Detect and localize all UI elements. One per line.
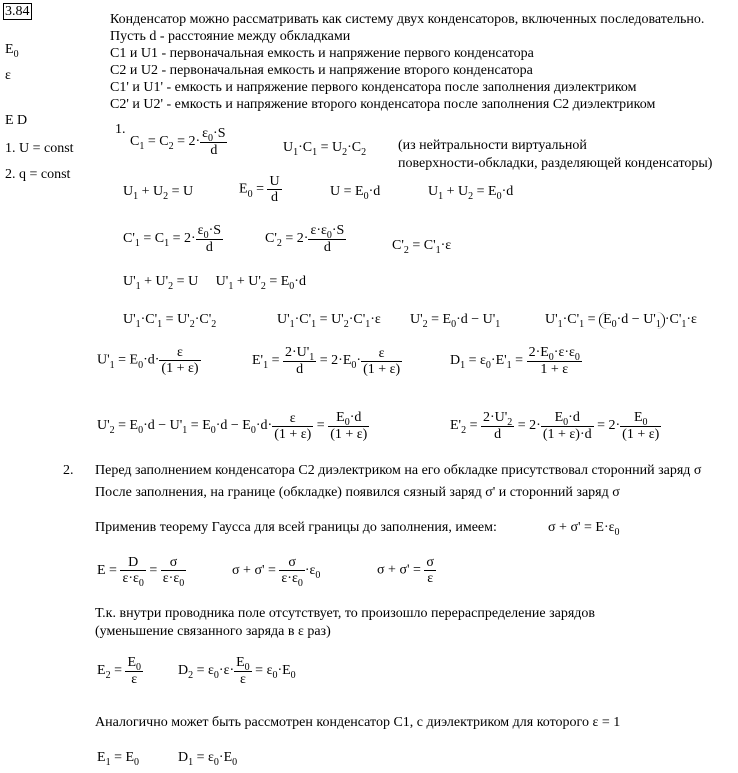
formula-u2prime: $U'_2 = E_0\cdot d - U'_1$: [410, 312, 501, 330]
intro-line-5: C1' и U1' - емкость и напряжение первого конденсатора после заполнения диэлектриком: [110, 80, 637, 95]
part2-line-1: Перед заполнением конденсатора C2 диэлектриком на его обкладке присутствовал сторонний заряд σ: [95, 463, 702, 478]
left-e0-label: $E_0$: [5, 42, 19, 60]
formula-u2prime-result: $U'_2 = E_0\cdot d - U'_1 = E_0\cdot d - E_0\cdot d\cdot$ $\frac{\varepsilon}{(1 + \varepsilon)}$ = $\frac{E_0\cdot d}{(1 + \varepsilon)}$: [97, 410, 368, 442]
problem-number: 3.84: [5, 4, 30, 19]
formula-u1prime-c1prime: $U'_1\cdot C'_1 = E_0\cdot d - U'_1 \cdot C'_1\cdot\varepsilon$: [545, 312, 697, 330]
formula-sigma-sum-1: σ + σ' = $\frac{\sigma}{\varepsilon\cdot\varepsilon_0}$ $\cdot\varepsilon_0$: [232, 555, 321, 589]
formula-u1prime-result: $U'_1 = E_0\cdot d\cdot$ $\frac{\varepsilon}{(1 + \varepsilon)}$: [97, 345, 199, 376]
conductor-text-2: (уменьшение связанного заряда в ε раз): [95, 624, 331, 639]
formula-gauss: $\sigma + \sigma' = E\cdot\varepsilon_0$: [548, 520, 620, 538]
formula-e0-def: $E_0$ = $\frac{U}{d}$: [239, 174, 280, 205]
formula-c1-c2: $C_1 = C_2 = 2\cdot$ $\frac{\varepsilon_0\cdot S}{d}$: [130, 126, 226, 158]
left-ed-label: E D: [5, 113, 28, 128]
formula-uprime-c-eps: $U'_1\cdot C'_1 = U'_2\cdot C'_1\cdot\varepsilon$: [277, 312, 381, 330]
formula-u-sum: $U_1 + U_2 = U$: [123, 184, 194, 202]
formula-c2prime-ratio: $C'_2 = C'_1\cdot\varepsilon$: [392, 238, 452, 256]
formula-d1-final: $D_1 = \varepsilon_0\cdot E_0$: [178, 750, 238, 768]
case-q-const: 2. q = const: [5, 167, 71, 182]
formula-e1: $E_1 = E_0$: [97, 750, 140, 768]
neutrality-note-1: (из нейтральности виртуальной: [398, 138, 587, 153]
part2-line-2: После заполнения, на границе (обкладке) появился сязный заряд σ' и сторонний заряд σ: [95, 485, 620, 500]
analog-text: Аналогично может быть рассмотрен конденсатор C1, с диэлектриком для которого ε = 1: [95, 715, 621, 730]
intro-line-4: C2 и U2 - первоначальная емкость и напряжение второго конденсатора: [110, 63, 533, 78]
intro-line-6: C2' и U2' - емкость и напряжение второго конденсатора после заполнения C2 диэлектриком: [110, 97, 656, 112]
intro-line-1: Конденсатор можно рассматривать как систему двух конденсаторов, включенных последовательно.: [110, 12, 705, 27]
gauss-text: Применив теорему Гаусса для всей границы до заполнения, имеем:: [95, 520, 497, 535]
formula-e2: $E_2$ = $\frac{E_0}{\varepsilon}$: [97, 655, 142, 687]
formula-e1prime: $E'_1$ = $\frac{2\cdot U'_1}{d}$ = $2\cdot E_0\cdot$ $\frac{\varepsilon}{(1 + \varepsilon)}$: [252, 345, 401, 377]
case-u-const: 1. U = const: [5, 141, 74, 156]
formula-e-sigma: E = $\frac{D}{\varepsilon\cdot\varepsilon_0}$ = $\frac{\sigma}{\varepsilon\cdot\varepsilon_0}$: [97, 555, 185, 589]
formula-d1: $D_1 = \varepsilon_0\cdot E'_1$ = $\frac{2\cdot E_0\cdot\varepsilon\cdot\varepsilon_0}{1 + \varepsilon}$: [450, 345, 580, 377]
formula-u1c1-u2c2: $U_1\cdot C_1 = U_2\cdot C_2$: [283, 140, 367, 158]
formula-c2prime: $C'_2 = 2\cdot$ $\frac{\varepsilon\cdot\varepsilon_0\cdot S}{d}$: [265, 223, 345, 255]
formula-sigma-sum-2: σ + σ' = $\frac{\sigma}{\varepsilon}$: [377, 555, 434, 586]
conductor-text-1: Т.к. внутри проводника поле отсутствует, то произошло перераспределение зарядов: [95, 606, 595, 621]
formula-c1prime: $C'_1 = C_1 = 2\cdot$ $\frac{\varepsilon_0\cdot S}{d}$: [123, 223, 222, 255]
formula-uprime-sum: $U'_1 + U'_2 = U$ $U'_1 + U'_2 = E_0\cdot d$: [123, 274, 306, 292]
formula-u-sum-e0d: $U_1 + U_2 = E_0\cdot d$: [428, 184, 514, 202]
intro-line-3: C1 и U1 - первоначальная емкость и напряжение первого конденсатора: [110, 46, 534, 61]
left-eps-label: ε: [5, 68, 11, 83]
formula-d2: $D_2 = \varepsilon_0\cdot\varepsilon\cdot$ $\frac{E_0}{\varepsilon}$ = $\varepsilon_0\cdot E_0$: [178, 655, 296, 687]
formula-u-e0d: $U = E_0\cdot d$: [330, 184, 381, 202]
intro-line-2: Пусть d - расстояние между обкладками: [110, 29, 351, 44]
formula-uprime-c: $U'_1\cdot C'_1 = U'_2\cdot C'_2$: [123, 312, 217, 330]
neutrality-note-2: поверхности-обкладки, разделяющей конденсаторы): [398, 156, 713, 171]
part1-label: 1.: [115, 122, 126, 137]
part2-label: 2.: [63, 463, 74, 478]
formula-e2prime: $E'_2$ = $\frac{2\cdot U'_2}{d}$ = 2· $\frac{E_0\cdot d}{(1 + \varepsilon)\cdot d}$ = 2· $\frac{E_0}{(1 + \varepsilon)}$: [450, 410, 660, 442]
